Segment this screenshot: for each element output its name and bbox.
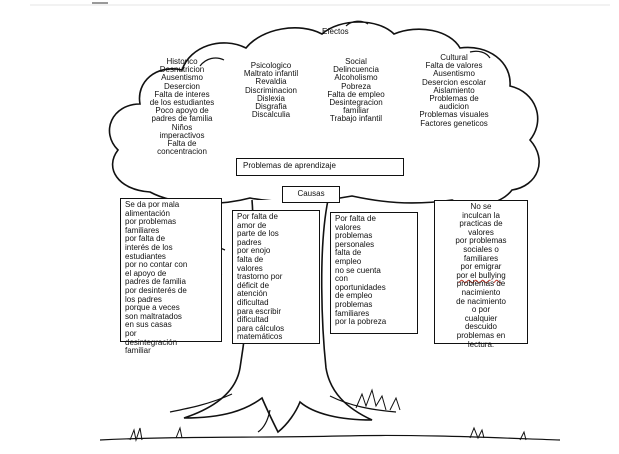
cause-line: por falta de bbox=[125, 234, 166, 244]
cause-line: o por bbox=[471, 305, 491, 315]
cause-line: problemas de bbox=[456, 279, 506, 289]
cause-line: por no contar con bbox=[125, 260, 188, 270]
effect-item: Aislamiento bbox=[433, 85, 475, 95]
cause-line: No se bbox=[470, 202, 492, 211]
effect-item: Desercion bbox=[163, 81, 200, 91]
effects-column-2 bbox=[232, 62, 310, 119]
cause-line: cualquier bbox=[464, 313, 498, 323]
effect-item: Factores geneticos bbox=[420, 118, 488, 128]
effects-column-3 bbox=[314, 58, 398, 124]
effect-item: Historico bbox=[166, 57, 198, 66]
cause-line: de empleo bbox=[335, 291, 373, 301]
effect-item: audicion bbox=[439, 102, 469, 112]
cause-line: interés de los bbox=[125, 242, 173, 252]
cause-line: falta de bbox=[237, 254, 264, 264]
cause-line: valores bbox=[335, 222, 361, 232]
cause-line: son maltratados bbox=[125, 311, 182, 321]
effect-item: Delincuencia bbox=[333, 65, 379, 75]
cause-line: parte de los bbox=[237, 229, 279, 239]
cause-line: inculcan la bbox=[462, 210, 500, 220]
cause-box-4 bbox=[434, 200, 528, 349]
cause-line: el apoyo de bbox=[125, 268, 167, 278]
cause-line: falta de bbox=[335, 248, 362, 258]
effect-item: Disgrafia bbox=[255, 102, 287, 112]
cause-line: atención bbox=[237, 289, 268, 299]
cause-line: lectura. bbox=[467, 339, 495, 349]
causes-box bbox=[282, 186, 340, 203]
cause-line: amor de bbox=[237, 220, 267, 230]
cause-line: padres de familia bbox=[125, 277, 186, 287]
cause-line: desintegración bbox=[125, 337, 178, 347]
effect-item: concentracion bbox=[157, 147, 207, 157]
effect-item: Dislexia bbox=[256, 93, 285, 103]
cause-line: nacimiento bbox=[461, 287, 501, 297]
effect-item: Falta de bbox=[167, 139, 197, 149]
cause-line: familiares bbox=[463, 253, 499, 263]
cause-line: déficit de bbox=[237, 280, 270, 290]
cause-line: familiares bbox=[125, 225, 160, 235]
cause-line: para escribir bbox=[237, 306, 282, 316]
effect-item: Social bbox=[345, 57, 367, 66]
effect-item: Desintegracion bbox=[329, 98, 383, 108]
effect-item: Falta de empleo bbox=[327, 89, 385, 99]
cause-line: de nacimiento bbox=[456, 296, 506, 306]
effect-item: Revaldia bbox=[255, 77, 287, 87]
effect-item: Trabajo infantil bbox=[329, 114, 383, 124]
effect-item: Ausentismo bbox=[161, 73, 203, 83]
cause-line: practicas de bbox=[459, 219, 503, 229]
cause-line: trastorno por bbox=[237, 272, 283, 282]
cause-line: oportunidades bbox=[335, 282, 386, 292]
cause-line: por emigrar bbox=[460, 262, 502, 272]
effect-item: Cultural bbox=[440, 53, 468, 62]
cause-box-3 bbox=[330, 212, 418, 334]
effect-item: Discalculia bbox=[251, 110, 291, 120]
effect-item: Niños bbox=[171, 122, 193, 132]
cause-line: por enojo bbox=[237, 246, 271, 256]
problem-box bbox=[236, 158, 404, 176]
cause-line: sociales o bbox=[463, 244, 499, 254]
effect-item: de los estudiantes bbox=[149, 98, 215, 108]
effect-item: Falta de interes bbox=[154, 89, 210, 99]
effect-item: Alcoholismo bbox=[334, 73, 378, 83]
cause-line: problemas en bbox=[456, 330, 506, 340]
cause-line: dificultad bbox=[237, 315, 269, 325]
cause-line: los padres bbox=[125, 294, 162, 304]
ground-line bbox=[100, 435, 560, 440]
effect-item: Discriminacion bbox=[244, 85, 297, 95]
effect-item: Problemas visuales bbox=[419, 110, 489, 120]
cause-line: problemas bbox=[335, 231, 373, 241]
cause-line: para cálculos bbox=[237, 323, 285, 333]
cause-line: porque a veces bbox=[125, 303, 180, 313]
effect-item: Maltrato infantil bbox=[243, 69, 299, 79]
corner-mark bbox=[92, 2, 108, 4]
effect-item: Psicologico bbox=[250, 61, 292, 70]
effect-item: Desnutricion bbox=[159, 65, 205, 75]
effects-title: Efectos bbox=[322, 27, 349, 36]
cause-line: Se da por mala bbox=[125, 200, 180, 209]
cause-line: estudiantes bbox=[125, 251, 166, 261]
cause-line: problemas bbox=[335, 299, 373, 309]
effects-column-4 bbox=[404, 54, 504, 128]
effect-item: Ausentismo bbox=[433, 69, 475, 79]
cause-line: padres bbox=[237, 237, 262, 247]
effect-item: Falta de valores bbox=[425, 61, 483, 71]
cause-line: no se cuenta bbox=[335, 265, 381, 275]
cause-line: Por falta de bbox=[237, 212, 278, 221]
cause-line: matemáticos bbox=[237, 332, 283, 342]
cause-line: por la pobreza bbox=[335, 317, 387, 327]
cause-line: alimentación bbox=[125, 208, 170, 218]
cause-line: descuido bbox=[464, 322, 498, 332]
cause-line: por desinterés de bbox=[125, 285, 187, 295]
causes-label: Causas bbox=[297, 189, 325, 198]
cause-box-1 bbox=[120, 198, 222, 356]
cause-line: familiar bbox=[125, 346, 151, 356]
cause-line: en sus casas bbox=[125, 320, 172, 330]
effect-item: familiar bbox=[343, 106, 369, 116]
cause-line: con bbox=[335, 274, 348, 284]
effect-item: padres de familia bbox=[151, 114, 213, 124]
cause-line: por problemas bbox=[125, 217, 177, 227]
cause-line: dificultad bbox=[237, 297, 269, 307]
effect-item: imperactivos bbox=[159, 130, 205, 140]
problem-label: Problemas de aprendizaje bbox=[243, 161, 336, 170]
effect-item: Desercion escolar bbox=[421, 77, 487, 87]
cause-box-2 bbox=[232, 210, 320, 344]
cause-line: familiares bbox=[335, 308, 370, 318]
cause-line: empleo bbox=[335, 256, 362, 266]
effect-item: Poco apoyo de bbox=[155, 106, 209, 116]
cause-line: por el bullying bbox=[456, 270, 506, 280]
cause-line: Por falta de bbox=[335, 214, 376, 223]
effects-column-1 bbox=[132, 58, 232, 156]
cause-line: por bbox=[125, 328, 137, 338]
effect-item: Pobreza bbox=[341, 81, 371, 91]
cause-line: personales bbox=[335, 239, 375, 249]
cause-line: valores bbox=[237, 263, 263, 273]
cause-line: valores bbox=[468, 227, 494, 237]
cause-line: por problemas bbox=[455, 236, 507, 246]
effect-item: Problemas de bbox=[429, 94, 479, 104]
